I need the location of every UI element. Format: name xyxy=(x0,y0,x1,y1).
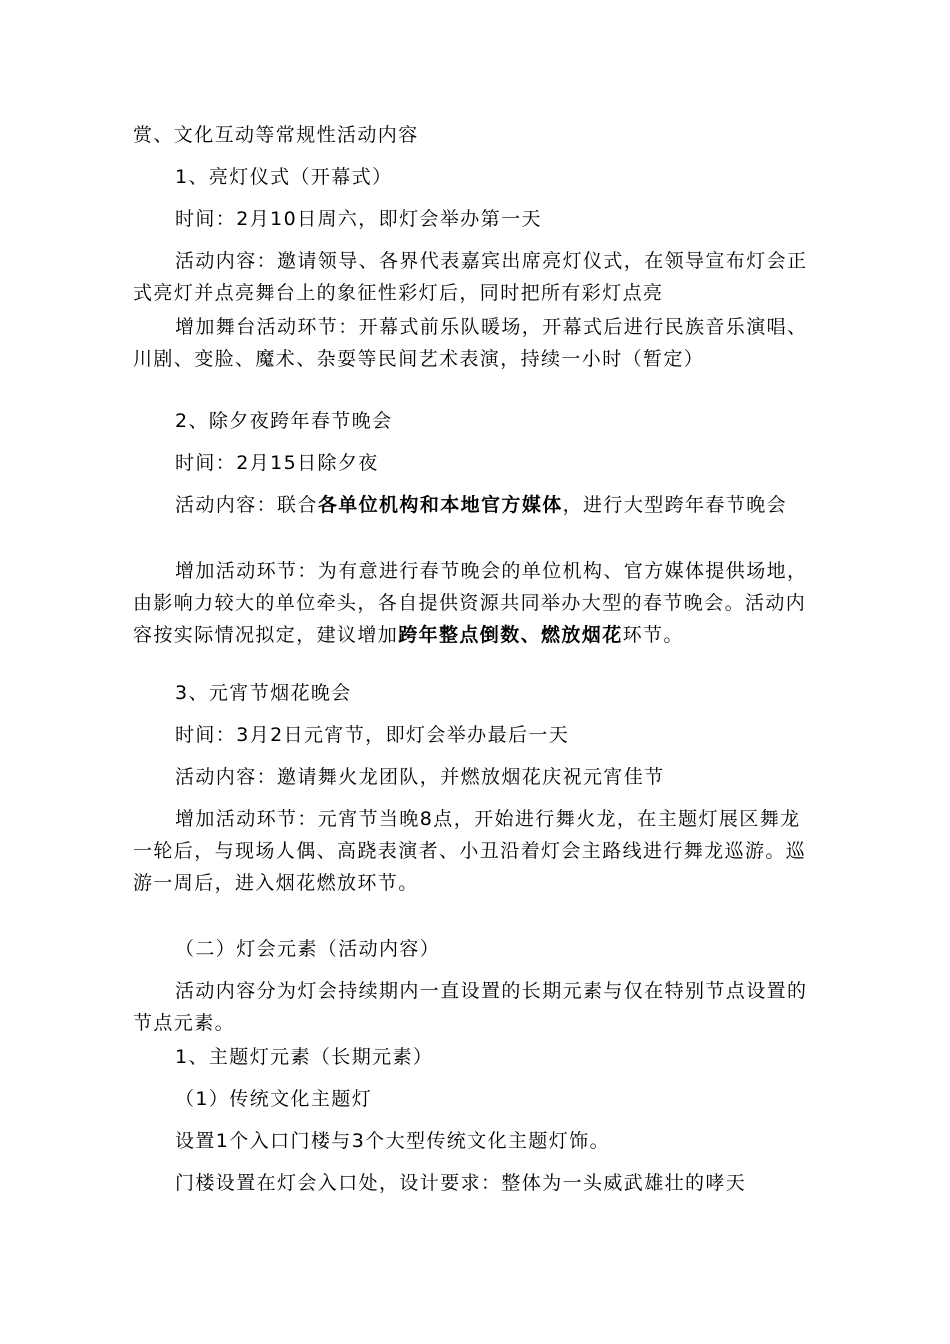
section-heading-elements: （二）灯会元素（活动内容） xyxy=(175,938,441,960)
bold-text: 各单位机构和本地官方媒体 xyxy=(317,494,563,516)
paragraph-time-1: 时间：2月10日周六，即灯会举办第一天 xyxy=(175,208,542,230)
paragraph-content-3: 活动内容：邀请舞火龙团队，并燃放烟花庆祝元宵佳节 xyxy=(175,766,665,788)
paragraph-gate-design: 门楼设置在灯会入口处，设计要求：整体为一头威武雄壮的哮天 xyxy=(175,1172,747,1194)
paragraph-gate-setup: 设置1个入口门楼与3个大型传统文化主题灯饰。 xyxy=(175,1130,610,1152)
heading-lighting-ceremony: 1、亮灯仪式（开幕式） xyxy=(175,166,393,188)
bold-text: 跨年整点倒数、燃放烟花 xyxy=(398,624,623,646)
paragraph-stage-activities: 增加舞台活动环节：开幕式前乐队暖场，开幕式后进行民族音乐演唱、川剧、变脸、魔术、杂耍等民间艺术表演，持续一小时（暂定） xyxy=(133,316,808,370)
text: 环节。 xyxy=(622,624,684,646)
paragraph-time-3: 时间：3月2日元宵节，即灯会举办最后一天 xyxy=(175,724,570,746)
paragraph-elements-intro: 活动内容分为灯会持续期内一直设置的长期元素与仅在特别节点设置的节点元素。 xyxy=(133,980,808,1034)
heading-new-year-gala: 2、除夕夜跨年春节晚会 xyxy=(175,410,393,432)
paragraph-content-1: 活动内容：邀请领导、各界代表嘉宾出席亮灯仪式，在领导宣布灯会正式亮灯并点亮舞台上的象征性彩灯后，同时把所有彩灯点亮 xyxy=(133,250,808,304)
text: ，进行大型跨年春节晚会 xyxy=(562,494,788,516)
paragraph-content-2 xyxy=(133,489,820,521)
heading-lantern-festival: 3、元宵节烟花晚会 xyxy=(175,682,352,704)
text: 活动内容：联合 xyxy=(175,494,318,516)
paragraph-gala-activities xyxy=(133,555,820,651)
text: 增加活动环节：为有意进行春节晚会的单位机构、官方媒体提供场地，由影响力较大的单位牵头，各自提供资源共同举办大型的春节晚会。活动内容按实际情况拟定，建议增加 xyxy=(133,560,808,646)
heading-traditional-lanterns: （1）传统文化主题灯 xyxy=(175,1088,373,1110)
paragraph-dragon-dance: 增加活动环节：元宵节当晚8点，开始进行舞火龙，在主题灯展区舞龙一轮后，与现场人偶、高跷表演者、小丑沿着灯会主路线进行舞龙巡游。巡游一周后，进入烟花燃放环节。 xyxy=(133,808,807,894)
paragraph-intro: 赏、文化互动等常规性活动内容 xyxy=(133,124,419,146)
paragraph-time-2: 时间：2月15日除夕夜 xyxy=(175,452,379,474)
heading-theme-lanterns: 1、主题灯元素（长期元素） xyxy=(175,1046,434,1068)
